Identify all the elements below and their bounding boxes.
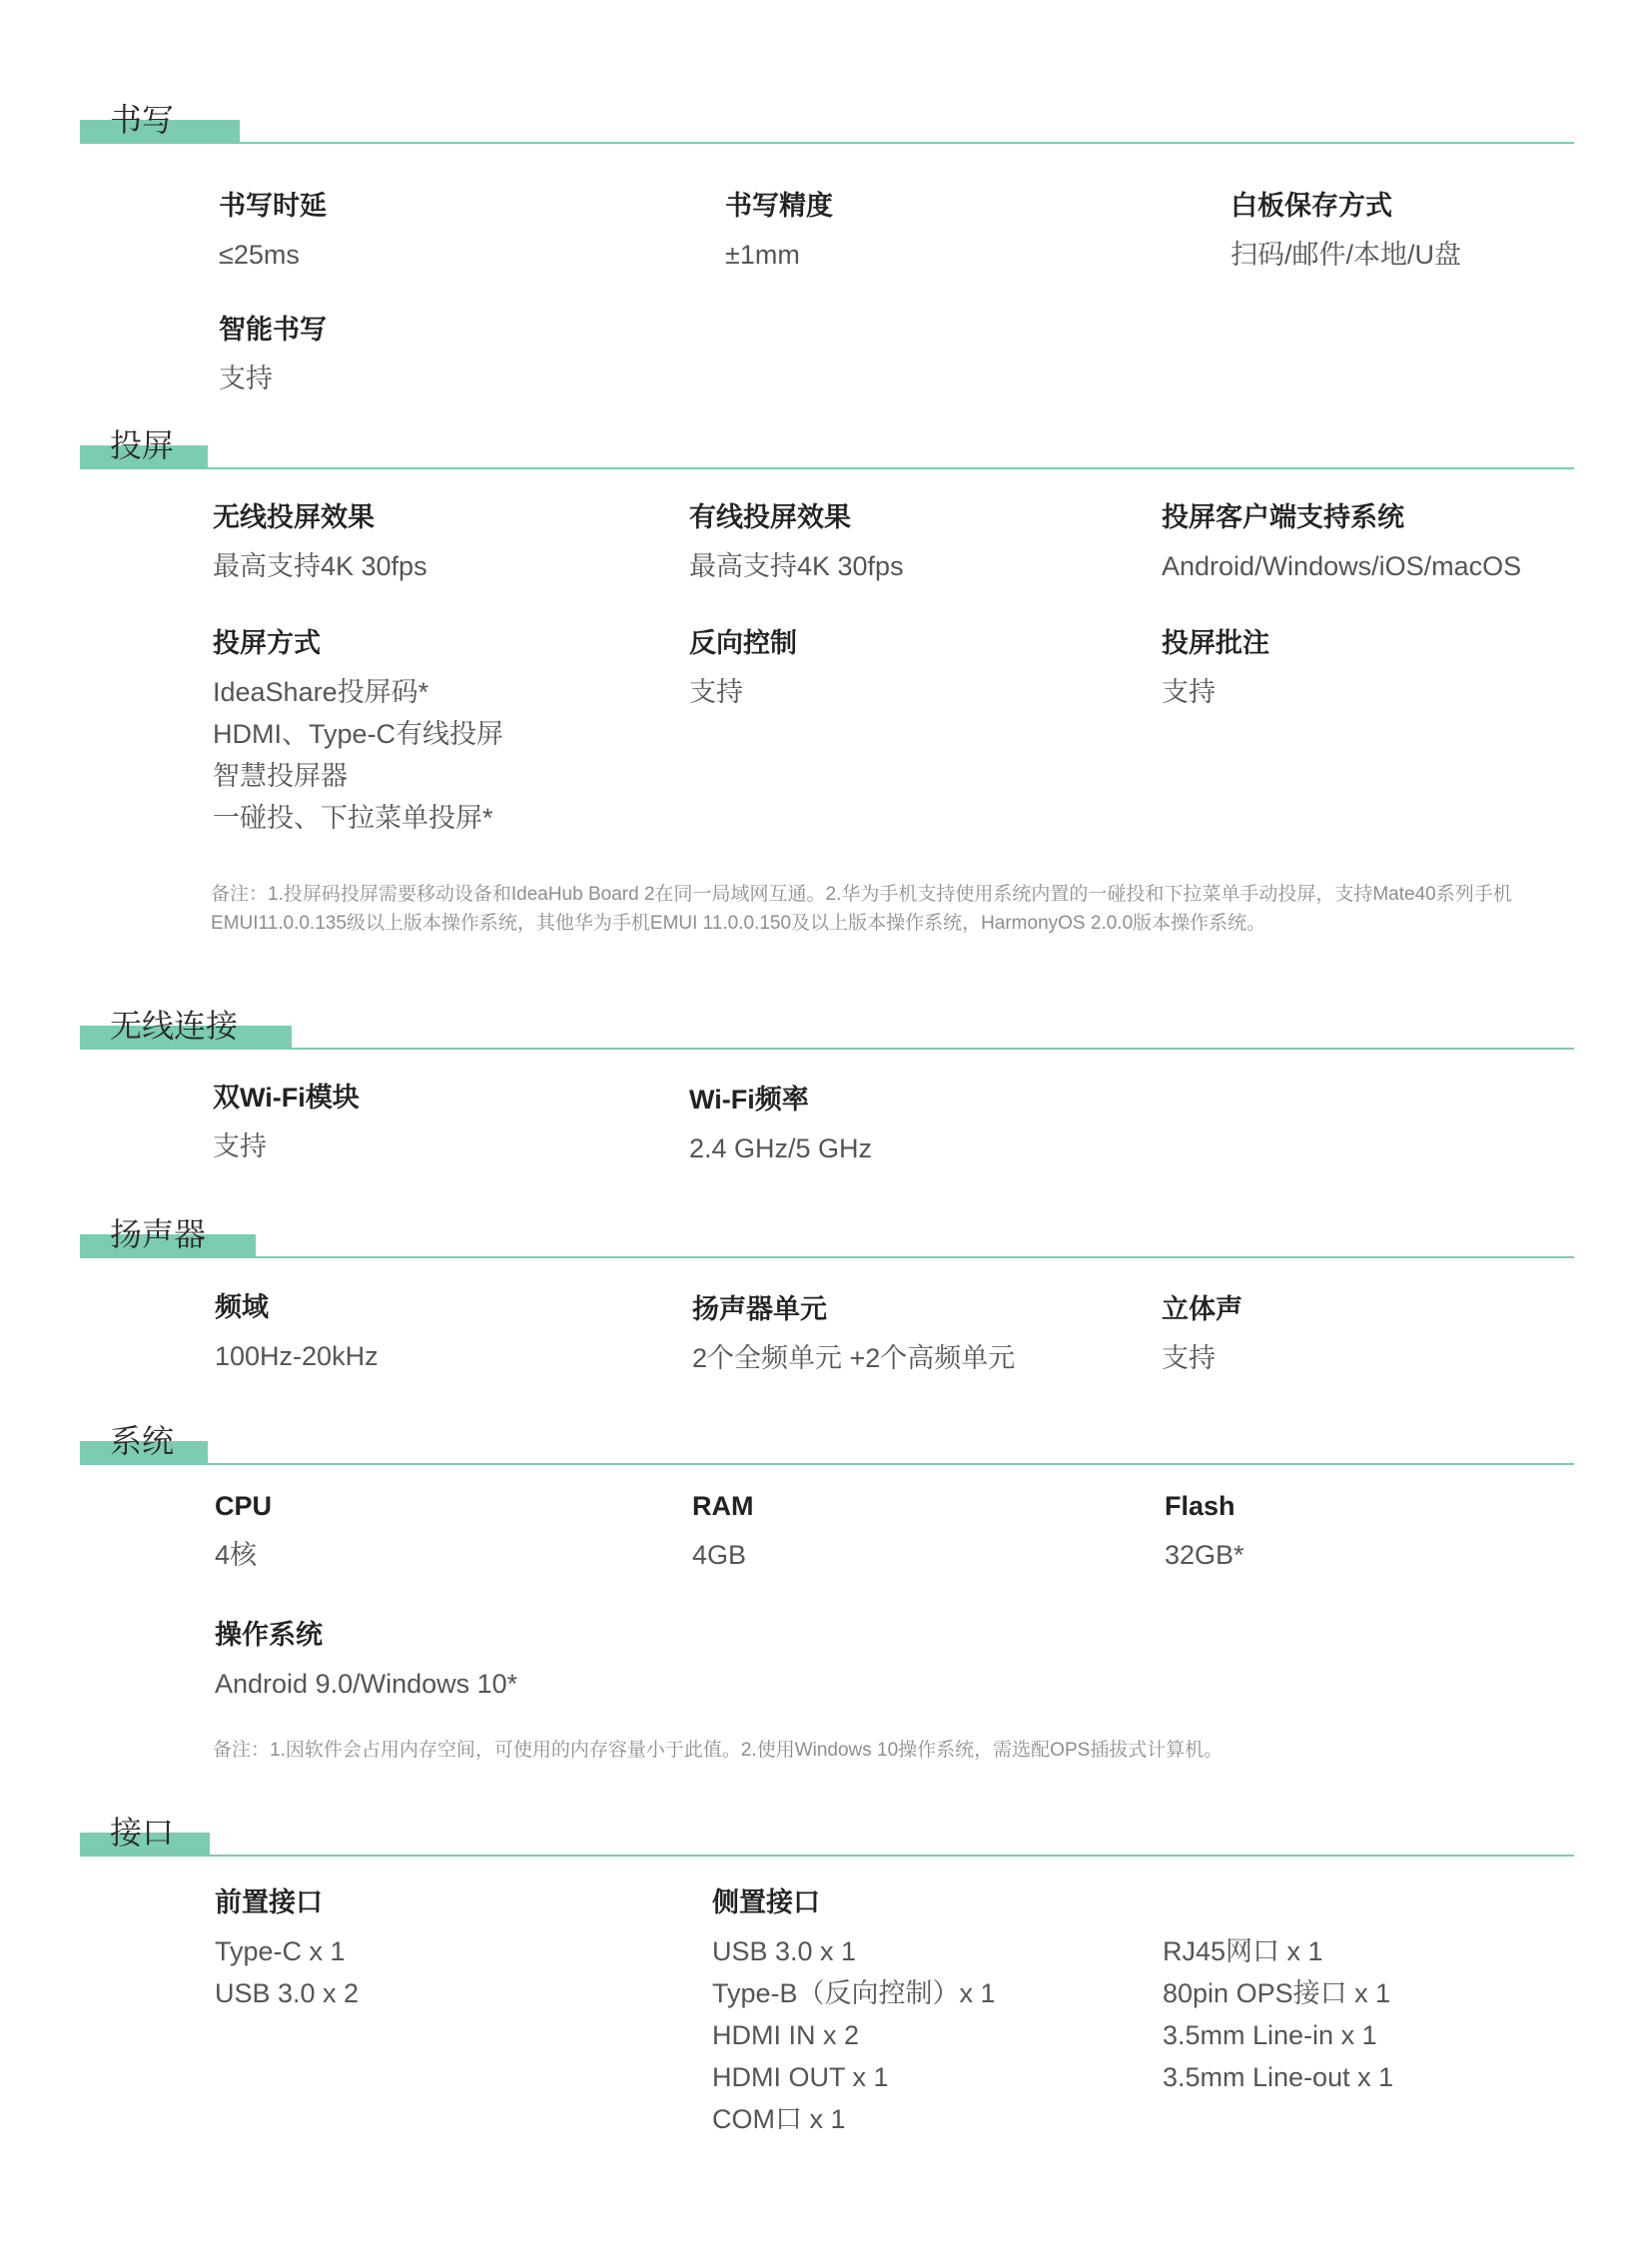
spec-flash bbox=[1165, 1488, 1244, 1576]
spec-smart-writing bbox=[219, 312, 327, 399]
spec-front-ports bbox=[215, 1884, 359, 2014]
spec-label: 操作系统 bbox=[215, 1620, 323, 1650]
spec-value-line: HDMI OUT x 1 bbox=[712, 2062, 889, 2092]
spec-label: Wi-Fi频率 bbox=[689, 1085, 809, 1115]
spec-label: 智能书写 bbox=[219, 315, 327, 345]
section-title: 扬声器 bbox=[110, 1216, 207, 1252]
spec-value-line: HDMI IN x 2 bbox=[712, 2020, 860, 2050]
spec-projection-annotation bbox=[1162, 625, 1269, 713]
spec-dual-wifi bbox=[213, 1080, 360, 1167]
spec-wifi-frequency bbox=[689, 1082, 872, 1169]
spec-label: 有线投屏效果 bbox=[689, 502, 851, 532]
spec-label: 反向控制 bbox=[689, 628, 797, 658]
spec-speaker-units bbox=[692, 1291, 1015, 1379]
spec-label: 投屏方式 bbox=[213, 628, 321, 658]
spec-label: 频域 bbox=[215, 1292, 269, 1322]
system-note: 备注：1.因软件会占用内存空间，可使用的内存容量小于此值。2.使用Windows 10操作系统，需选配OPS插拔式计算机。 bbox=[213, 1740, 1224, 1761]
spec-label: 书写时延 bbox=[219, 191, 327, 221]
spec-label: 投屏批注 bbox=[1162, 628, 1269, 658]
section-divider bbox=[80, 142, 1574, 144]
spec-value: 支持 bbox=[219, 364, 273, 393]
spec-value-line: 一碰投、下拉菜单投屏* bbox=[213, 803, 493, 833]
spec-value: 支持 bbox=[1162, 1343, 1216, 1373]
spec-whiteboard-save bbox=[1231, 188, 1461, 276]
spec-value-line: 智慧投屏器 bbox=[213, 761, 348, 791]
spec-value-line: Type-C x 1 bbox=[215, 1936, 346, 1966]
spec-label: 扬声器单元 bbox=[692, 1294, 827, 1324]
spec-wireless-projection bbox=[213, 499, 427, 587]
spec-label: RAM bbox=[692, 1491, 754, 1521]
spec-client-systems bbox=[1162, 499, 1521, 587]
section-title: 接口 bbox=[110, 1815, 175, 1851]
spec-projection-methods bbox=[213, 625, 503, 839]
section-header bbox=[80, 1214, 1574, 1274]
spec-value-line: 3.5mm Line-out x 1 bbox=[1163, 2062, 1394, 2092]
spec-value: 100Hz-20kHz bbox=[215, 1341, 379, 1371]
spec-frequency-range bbox=[215, 1289, 379, 1377]
spec-value: 支持 bbox=[1162, 677, 1216, 707]
section-header bbox=[80, 1006, 1574, 1066]
spec-reverse-control bbox=[689, 625, 797, 713]
spec-writing-latency bbox=[219, 188, 327, 276]
section-divider bbox=[80, 1463, 1574, 1465]
spec-value-line: HDMI、Type-C有线投屏 bbox=[213, 719, 504, 749]
spec-value: 支持 bbox=[213, 1131, 267, 1161]
section-header bbox=[80, 1421, 1574, 1481]
spec-value: Android/Windows/iOS/macOS bbox=[1162, 551, 1522, 581]
spec-ram bbox=[692, 1488, 754, 1576]
spec-value: ±1mm bbox=[725, 240, 800, 270]
spec-value-line: 80pin OPS接口 x 1 bbox=[1163, 1978, 1391, 2008]
projection-note bbox=[211, 880, 1512, 938]
spec-value: 最高支持4K 30fps bbox=[213, 551, 427, 581]
section-divider bbox=[80, 467, 1574, 469]
spec-value: 最高支持4K 30fps bbox=[689, 551, 904, 581]
spec-label: 双Wi-Fi模块 bbox=[213, 1083, 360, 1113]
section-title: 无线连接 bbox=[110, 1008, 239, 1044]
spec-value: 扫码/邮件/本地/U盘 bbox=[1231, 240, 1462, 270]
section-title: 书写 bbox=[110, 102, 175, 138]
spec-value-line: USB 3.0 x 1 bbox=[712, 1936, 857, 1966]
section-divider bbox=[80, 1256, 1574, 1258]
note-line: EMUI11.0.0.135级以上版本操作系统，其他华为手机EMUI 11.0.0.150及以上版本操作系统，HarmonyOS 2.0.0版本操作系统。 bbox=[211, 913, 1266, 934]
spec-value: 支持 bbox=[689, 677, 743, 707]
spec-label: Flash bbox=[1165, 1491, 1236, 1521]
section-header bbox=[80, 100, 1574, 160]
spec-value: 2.4 GHz/5 GHz bbox=[689, 1133, 873, 1163]
spec-wired-projection bbox=[689, 499, 904, 587]
spec-value: Android 9.0/Windows 10* bbox=[215, 1669, 518, 1699]
spec-value: 4核 bbox=[215, 1540, 258, 1570]
spec-value: 4GB bbox=[692, 1540, 747, 1570]
spec-label: 投屏客户端支持系统 bbox=[1162, 502, 1404, 532]
section-title: 投屏 bbox=[110, 427, 175, 463]
section-divider bbox=[80, 1048, 1574, 1050]
spec-side-ports bbox=[712, 1884, 996, 2140]
spec-value: 32GB* bbox=[1165, 1540, 1244, 1570]
spec-label: 前置接口 bbox=[215, 1887, 323, 1917]
spec-label: CPU bbox=[215, 1491, 273, 1521]
spec-value: ≤25ms bbox=[219, 240, 300, 270]
section-header bbox=[80, 425, 1574, 485]
spec-rear-ports bbox=[1163, 1930, 1393, 2098]
spec-writing-precision bbox=[725, 188, 833, 276]
spec-value-line: USB 3.0 x 2 bbox=[215, 1978, 360, 2008]
spec-value: 2个全频单元 +2个高频单元 bbox=[692, 1343, 1016, 1373]
spec-label: 立体声 bbox=[1162, 1294, 1242, 1324]
section-divider bbox=[80, 1855, 1574, 1857]
spec-label: 无线投屏效果 bbox=[213, 502, 375, 532]
spec-stereo bbox=[1162, 1291, 1242, 1379]
spec-label: 书写精度 bbox=[725, 191, 833, 221]
section-title: 系统 bbox=[110, 1423, 175, 1459]
spec-label: 白板保存方式 bbox=[1231, 191, 1392, 221]
spec-cpu bbox=[215, 1488, 272, 1576]
section-header bbox=[80, 1813, 1574, 1872]
spec-value-line: RJ45网口 x 1 bbox=[1163, 1936, 1323, 1966]
spec-label: 侧置接口 bbox=[712, 1887, 820, 1917]
spec-operating-system bbox=[215, 1617, 517, 1705]
spec-value-line: COM口 x 1 bbox=[712, 2104, 846, 2134]
note-line: 备注：1.投屏码投屏需要移动设备和IdeaHub Board 2在同一局域网互通。2.华为手机支持使用系统内置的一碰投和下拉菜单手动投屏，支持Mate40系列手机 bbox=[211, 884, 1512, 905]
spec-value-line: IdeaShare投屏码* bbox=[213, 677, 429, 707]
spec-value-line: 3.5mm Line-in x 1 bbox=[1163, 2020, 1377, 2050]
spec-value-line: Type-B（反向控制）x 1 bbox=[712, 1978, 996, 2008]
